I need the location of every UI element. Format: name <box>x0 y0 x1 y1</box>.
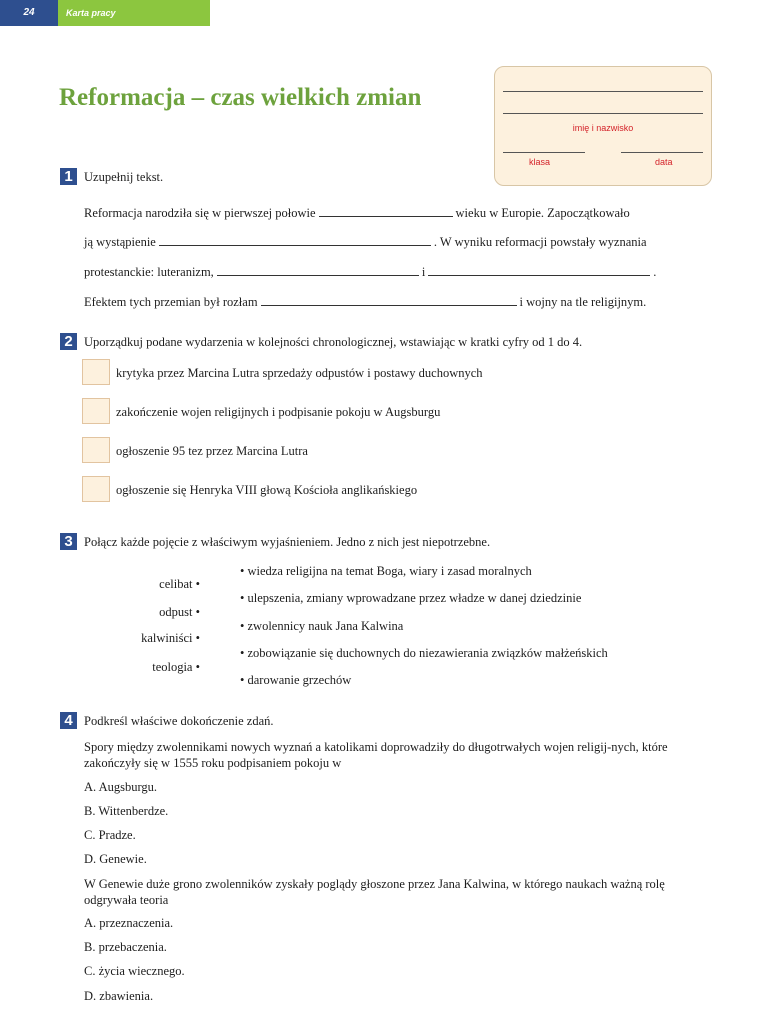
exercise-3-number: 3 <box>60 533 77 550</box>
exercise-1-number: 1 <box>60 168 77 185</box>
answer-option[interactable]: C. życia wiecznego. <box>84 964 185 978</box>
ex1-text: Reformacja narodziła się w pierwszej połowie <box>84 206 316 220</box>
event-label: krytyka przez Marcina Lutra sprzedaży odpustów i postawy duchownych <box>116 366 483 380</box>
term-item[interactable]: odpust • <box>159 605 200 619</box>
answer-option[interactable]: C. Pradze. <box>84 828 136 842</box>
order-box[interactable] <box>82 359 110 385</box>
date-line[interactable] <box>621 152 703 153</box>
ex1-text: i <box>421 265 426 279</box>
exercise-4-number: 4 <box>60 712 77 729</box>
name-label: imię i nazwisko <box>572 123 634 133</box>
definition-item[interactable]: • darowanie grzechów <box>240 673 352 687</box>
page-title: Reformacja – czas wielkich zmian <box>59 84 422 111</box>
answer-blank[interactable] <box>159 234 431 246</box>
ex1-text: . <box>653 265 657 279</box>
name-box <box>494 66 712 186</box>
answer-blank[interactable] <box>217 264 419 276</box>
ex1-line-1 <box>84 205 630 221</box>
exercise-1-instruction: Uzupełnij tekst. <box>84 170 164 184</box>
ex1-line-3 <box>84 264 656 280</box>
ex1-line-4 <box>84 294 646 310</box>
definition-item[interactable]: • zwolennicy nauk Jana Kalwina <box>240 619 404 633</box>
name-line-1[interactable] <box>503 91 703 92</box>
date-label: data <box>655 157 673 167</box>
order-box[interactable] <box>82 398 110 424</box>
question-1-text: Spory między zwolennikami nowych wyznań a katolikami doprowadziły do długotrwałych wojen religij-nych, które zakończyły się w 1555 roku podpisaniem pokoju w <box>84 740 668 770</box>
order-box[interactable] <box>82 437 110 463</box>
question-2-text: W Genewie duże grono zwolenników zyskały poglądy głoszone przez Jana Kalwina, w którego naukach ważną rolę odgrywała teoria <box>84 877 665 907</box>
answer-blank[interactable] <box>261 294 517 306</box>
section-title: Karta pracy <box>66 8 116 18</box>
exercise-2-number: 2 <box>60 333 77 350</box>
definition-item[interactable]: • wiedza religijna na temat Boga, wiary i zasad moralnych <box>240 564 532 578</box>
term-item[interactable]: celibat • <box>159 577 200 591</box>
answer-blank[interactable] <box>428 264 650 276</box>
ex1-text: . W wyniku reformacji powstały wyznania <box>433 235 647 249</box>
ex1-text: Efektem tych przemian był rozłam <box>84 295 258 309</box>
answer-option[interactable]: A. Augsburgu. <box>84 780 158 794</box>
class-label: klasa <box>529 157 551 167</box>
ex1-line-2 <box>84 234 647 250</box>
exercise-2-instruction: Uporządkuj podane wydarzenia w kolejności chronologicznej, wstawiając w kratki cyfry od 1 do 4. <box>84 335 583 349</box>
exercise-4-instruction: Podkreśl właściwe dokończenie zdań. <box>84 714 274 728</box>
order-box[interactable] <box>82 476 110 502</box>
name-line-2[interactable] <box>503 113 703 114</box>
answer-option[interactable]: B. Wittenberdze. <box>84 804 169 818</box>
class-line[interactable] <box>503 152 585 153</box>
ex1-text: ją wystąpienie <box>84 235 156 249</box>
event-label: ogłoszenie 95 tez przez Marcina Lutra <box>116 444 308 458</box>
definition-item[interactable]: • ulepszenia, zmiany wprowadzane przez władze w danej dziedzinie <box>240 591 582 605</box>
answer-option[interactable]: A. przeznaczenia. <box>84 916 174 930</box>
term-item[interactable]: teologia • <box>152 660 200 674</box>
answer-blank[interactable] <box>319 205 453 217</box>
definition-item[interactable]: • zobowiązanie się duchownych do niezawierania związków małżeńskich <box>240 646 608 660</box>
answer-option[interactable]: D. Genewie. <box>84 852 147 866</box>
event-label: ogłoszenie się Henryka VIII głową Kościoła anglikańskiego <box>116 483 418 497</box>
ex1-text: protestanckie: luteranizm, <box>84 265 214 279</box>
ex1-text: wieku w Europie. Zapoczątkowało <box>455 206 630 220</box>
page-number: 24 <box>0 0 58 26</box>
event-label: zakończenie wojen religijnych i podpisanie pokoju w Augsburgu <box>116 405 441 419</box>
exercise-3-instruction: Połącz każde pojęcie z właściwym wyjaśnieniem. Jedno z nich jest niepotrzebne. <box>84 535 491 549</box>
answer-option[interactable]: D. zbawienia. <box>84 989 154 1003</box>
term-item[interactable]: kalwiniści • <box>141 631 200 645</box>
ex1-text: i wojny na tle religijnym. <box>519 295 647 309</box>
answer-option[interactable]: B. przebaczenia. <box>84 940 167 954</box>
